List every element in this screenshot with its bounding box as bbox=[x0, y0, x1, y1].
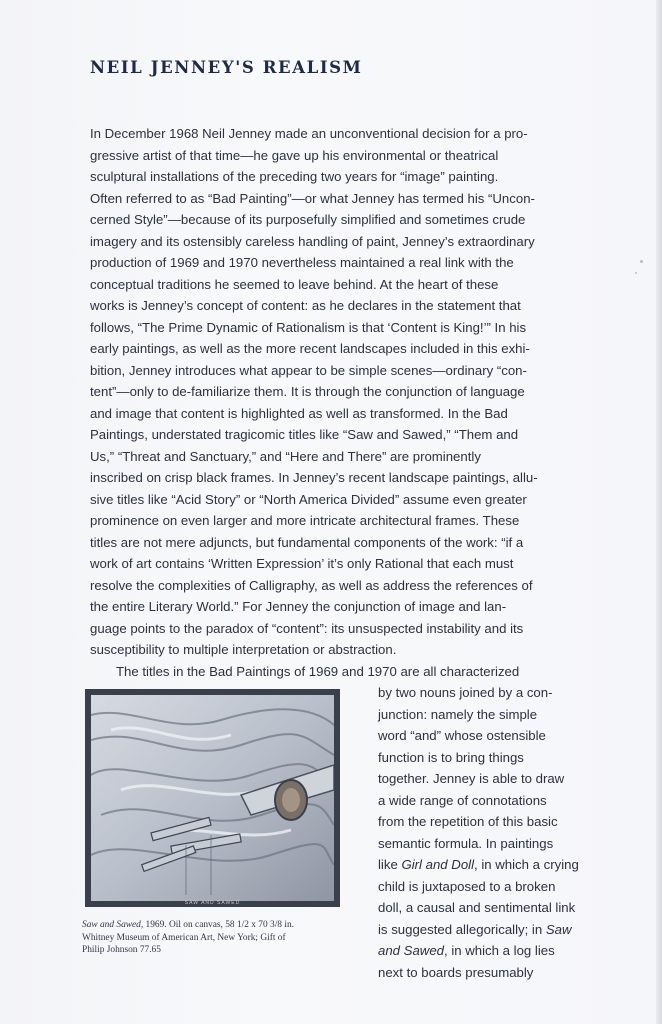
paragraph-line: child is juxtaposed to a broken bbox=[378, 878, 556, 894]
paragraph-line: and image that content is highlighted as well as transformed. In the Bad bbox=[90, 405, 508, 421]
paragraph-line: conceptual traditions he seemed to leave behind. At the heart of these bbox=[90, 276, 499, 292]
paragraph-line: sive titles like “Acid Story” or “North America Divided” assume even greater bbox=[90, 491, 527, 507]
paragraph-line: semantic formula. In paintings bbox=[378, 835, 554, 851]
paragraph-line: titles are not mere adjuncts, but fundamental components of the work: “if a bbox=[90, 534, 524, 550]
caption-line bbox=[82, 919, 352, 932]
paragraph-line: by two nouns joined by a con- bbox=[378, 685, 553, 700]
paragraph-line: from the repetition of this basic bbox=[378, 814, 558, 829]
second-paragraph-first-line bbox=[90, 661, 600, 683]
paragraph-line: Paintings, understated tragicomic titles like “Saw and Sawed,” “Them and bbox=[90, 427, 519, 442]
caption-line: Philip Johnson 77.65 bbox=[82, 945, 161, 956]
paragraph-line: bition, Jenney introduces what appear to be simple scenes—ordinary “con- bbox=[90, 362, 527, 378]
paper-speck bbox=[635, 272, 637, 274]
paragraph-line: follows, “The Prime Dynamic of Rationalism is that ‘Content is King!’” In his bbox=[90, 319, 527, 335]
paragraph-line: gressive artist of that time—he gave up his environmental or theatrical bbox=[90, 147, 499, 163]
paragraph-line: works is Jenney’s concept of content: as he declares in the statement that bbox=[90, 298, 521, 313]
page-title: NEIL JENNEY'S REALISM bbox=[90, 58, 363, 77]
paragraph-line: tent”—only to de-familiarize them. It is through the conjunction of language bbox=[90, 384, 525, 399]
paragraph-line: imagery and its ostensibly careless handling of paint, Jenney’s extraordinary bbox=[90, 233, 535, 249]
paragraph-line: susceptibility to multiple interpretation or abstraction. bbox=[90, 642, 397, 657]
paragraph-line: resolve the complexities of Calligraphy, as well as address the references of bbox=[90, 577, 533, 593]
caption-artwork-title: Saw and Sawed bbox=[82, 920, 141, 930]
paragraph-line: function is to bring things bbox=[378, 749, 524, 765]
paragraph-line bbox=[378, 940, 603, 962]
paragraph-line: Often referred to as “Bad Painting”—or what Jenney has termed his “Uncon- bbox=[90, 190, 535, 206]
artwork-title: and Sawed bbox=[378, 943, 444, 958]
paper-speck bbox=[640, 260, 643, 263]
paragraph-line: early paintings, as well as the more recent landscapes included in this exhi- bbox=[90, 341, 530, 356]
paragraph-line: word “and” whose ostensible bbox=[378, 728, 546, 743]
painting-canvas bbox=[91, 695, 334, 901]
artwork-title: Saw bbox=[545, 921, 572, 937]
paragraph-line: sculptural installations of the preceding two years for “image” painting. bbox=[90, 169, 499, 184]
caption-line: Whitney Museum of American Art, New York; Gift of bbox=[82, 932, 286, 943]
main-paragraph bbox=[90, 123, 600, 661]
paragraph-line: inscribed on crisp black frames. In Jenney’s recent landscape paintings, allu- bbox=[90, 470, 538, 485]
caption-text: , 1969. Oil on canvas, 58 1/2 x 70 3/8 in. bbox=[140, 920, 294, 930]
line-text: is suggested allegorically; in bbox=[378, 921, 546, 937]
line-text: like bbox=[378, 857, 402, 872]
paragraph-line: doll, a causal and sentimental link bbox=[378, 900, 576, 915]
frame-inscription: SAW AND SAWED bbox=[184, 900, 241, 906]
paragraph-line: next to boards presumably bbox=[378, 964, 534, 980]
paragraph-line: The titles in the Bad Paintings of 1969 and 1970 are all characterized bbox=[116, 664, 520, 679]
page-edge-shadow bbox=[656, 0, 662, 1024]
paragraph-line: work of art contains ‘Written Expression’ it’s only Rational that each must bbox=[90, 556, 514, 571]
line-text: , in which a crying bbox=[474, 857, 579, 872]
paragraph-line: cerned Style”—because of its purposefully simplified and sometimes crude bbox=[90, 212, 526, 227]
paragraph-line: guage points to the paradox of “content”: its unsuspected instability and its bbox=[90, 620, 524, 636]
paragraph-line: the entire Literary World.” For Jenney the conjunction of image and lan- bbox=[90, 599, 507, 614]
paragraph-line: prominence on even larger and more intricate architectural frames. These bbox=[90, 513, 520, 528]
paragraph-line: junction: namely the simple bbox=[378, 706, 538, 722]
line-text: , in which a log lies bbox=[444, 943, 555, 958]
right-column-text bbox=[378, 682, 603, 983]
paragraph-line bbox=[378, 919, 603, 941]
paragraph-line: a wide range of connotations bbox=[378, 792, 547, 808]
paragraph-line: Us,” “Threat and Sanctuary,” and “Here and There” are prominently bbox=[90, 448, 481, 464]
paragraph-line: In December 1968 Neil Jenney made an unconventional decision for a pro- bbox=[90, 126, 528, 141]
artwork-title: Girl and Doll bbox=[401, 857, 475, 872]
figure-caption bbox=[82, 919, 352, 957]
paragraph-line bbox=[378, 854, 603, 876]
paragraph-line: production of 1969 and 1970 nevertheless maintained a real link with the bbox=[90, 255, 514, 270]
paragraph-line: together. Jenney is able to draw bbox=[378, 771, 565, 786]
painting-image-saw-and-sawed bbox=[85, 689, 340, 907]
